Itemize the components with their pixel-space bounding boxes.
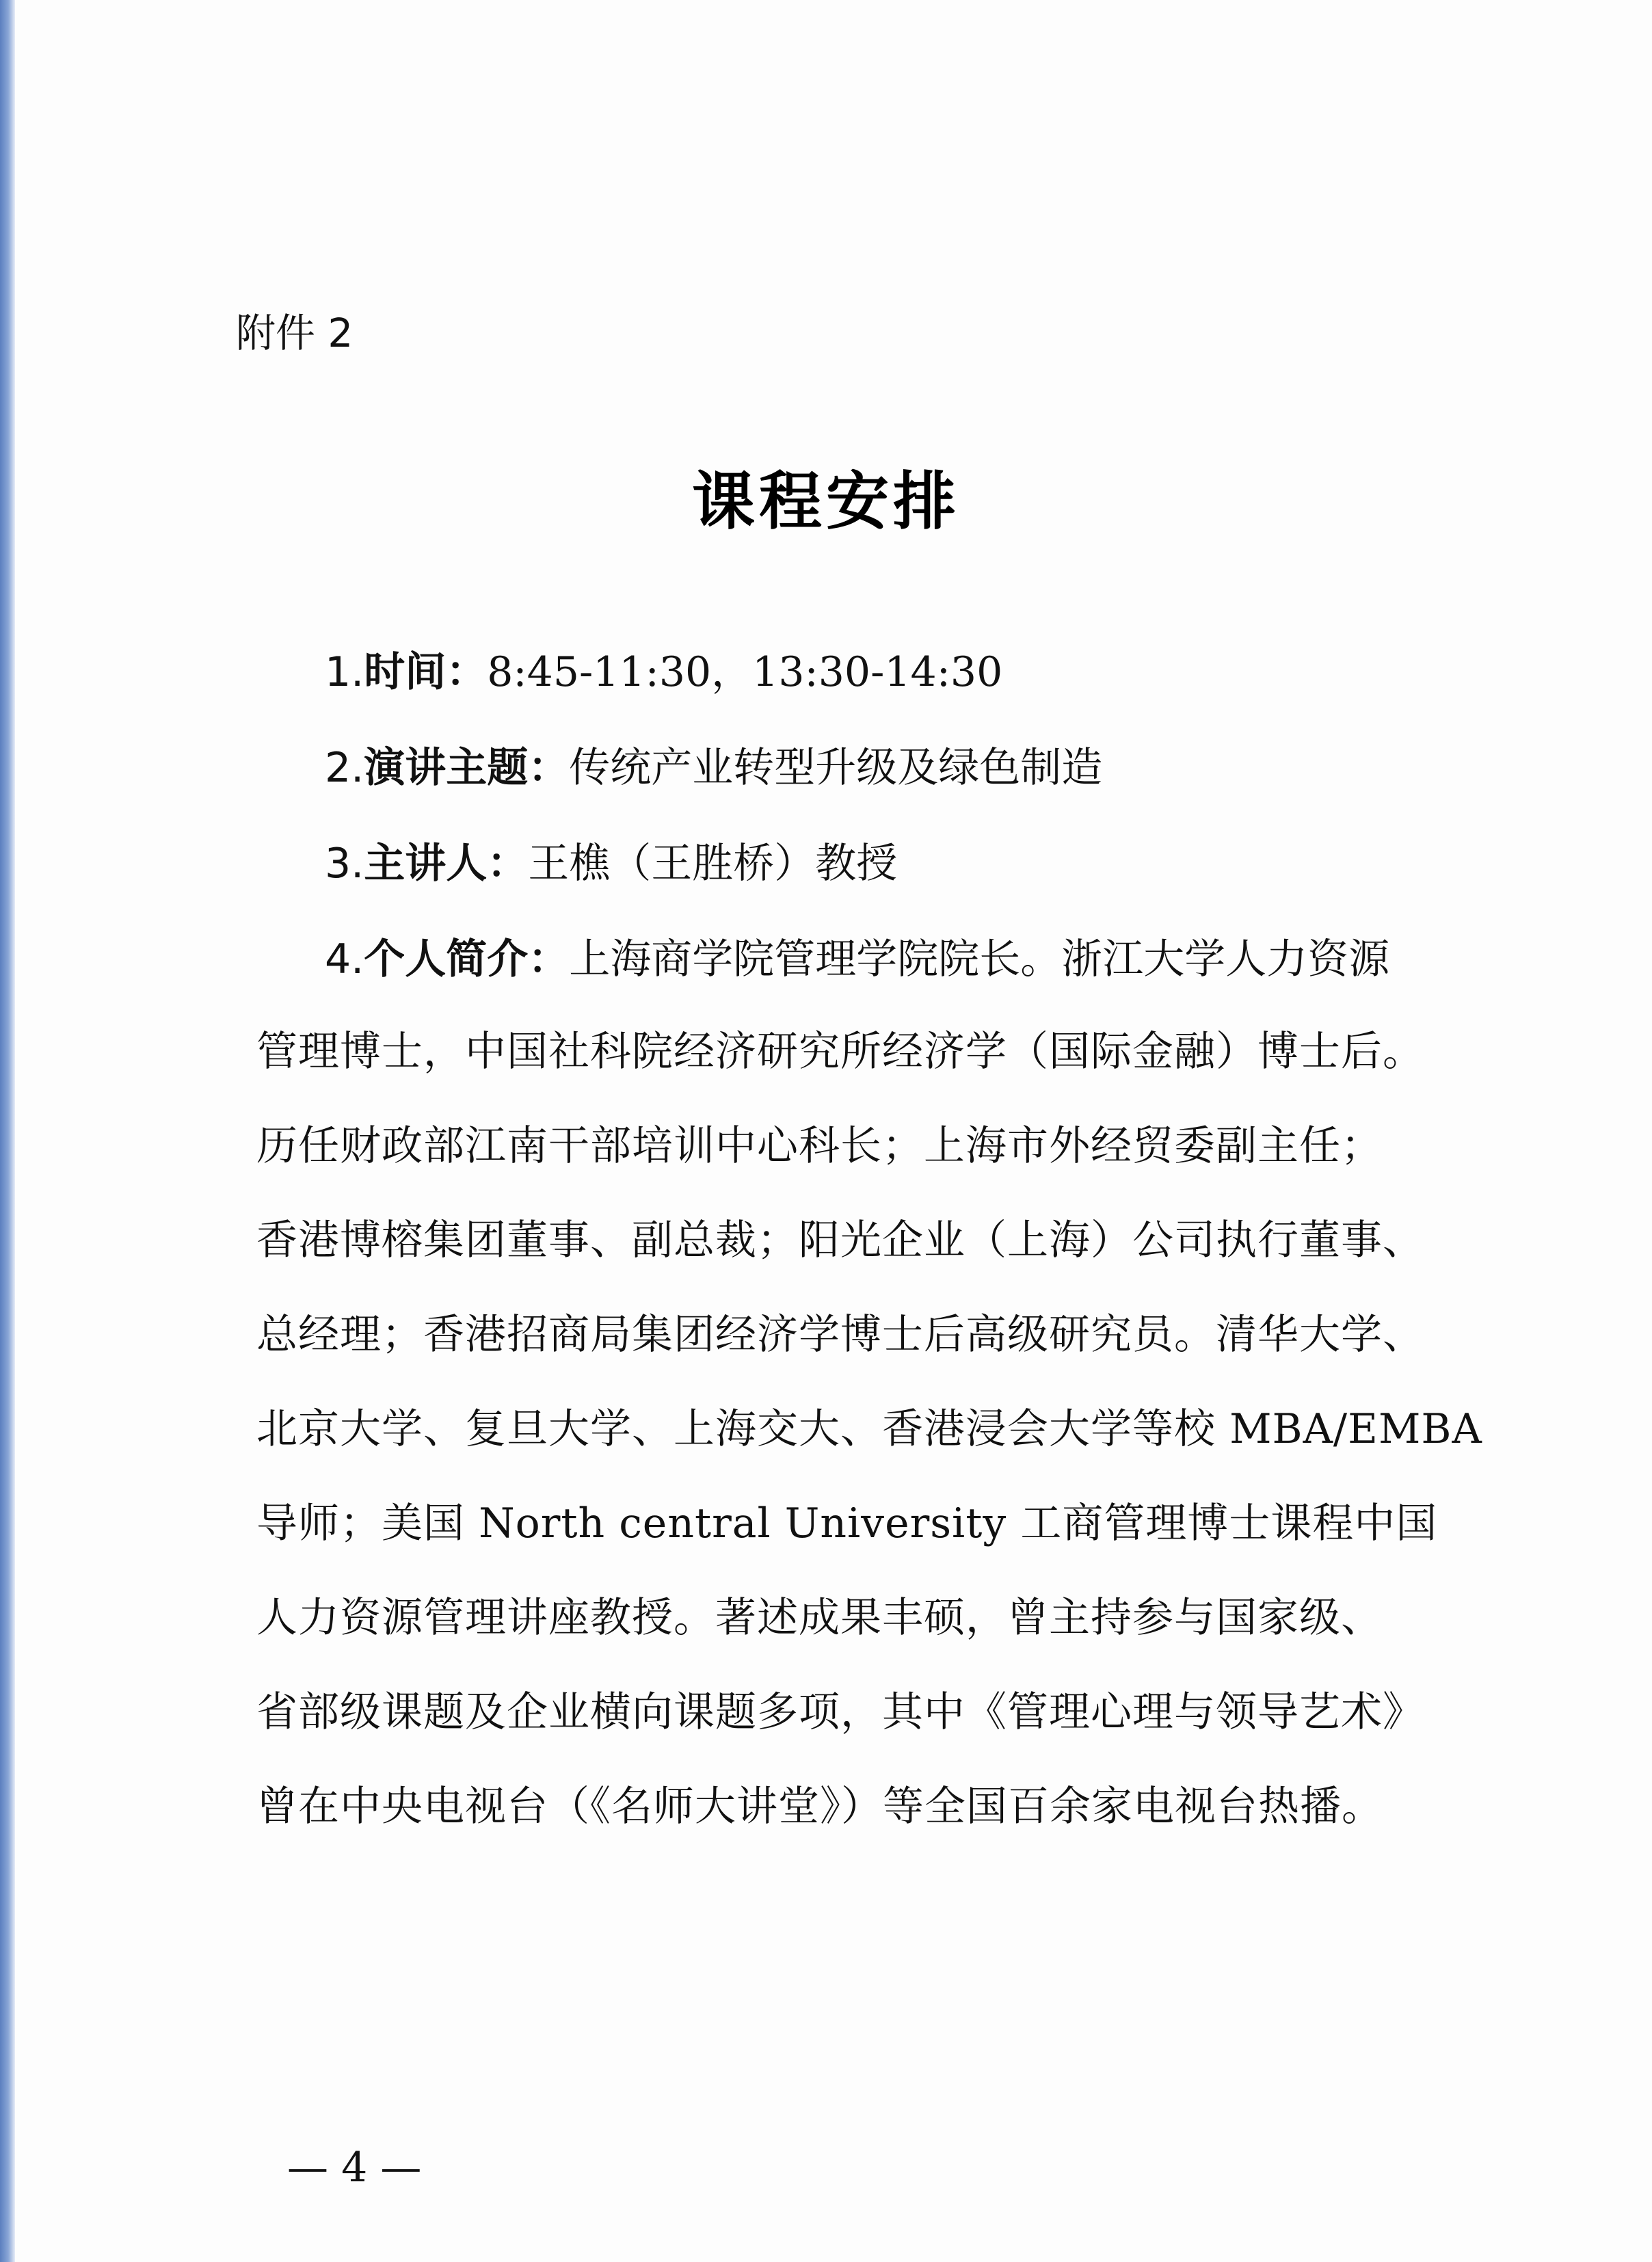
bio-line: 曾在中央电视台（《名师大讲堂》）等全国百余家电视台热播。 (256, 1783, 1383, 1831)
item-speaker (325, 831, 897, 890)
item-label: 个人简介： (364, 935, 570, 983)
item-number: 3. (325, 840, 364, 888)
item-label: 演讲主题： (364, 744, 570, 792)
bio-line: 香港博榕集团董事、副总裁；阳光企业（上海）公司执行董事、 (256, 1216, 1424, 1264)
page-number: — 4 — (287, 2144, 422, 2192)
item-value: 传统产业转型升级及绿色制造 (569, 744, 1103, 792)
attachment-label: 附件 2 (236, 310, 354, 356)
bio-line: 总经理；香港招商局集团经济学博士后高级研究员。清华大学、 (256, 1311, 1424, 1359)
item-number: 4. (325, 935, 364, 983)
scan-edge (0, 0, 15, 2262)
item-value: 上海商学院管理学院院长。浙江大学人力资源 (569, 935, 1390, 983)
item-value: 王樵（王胜桥）教授 (528, 840, 898, 888)
bio-line: 管理博士，中国社科院经济研究所经济学（国际金融）博士后。 (256, 1028, 1424, 1076)
item-number: 2. (325, 744, 364, 792)
item-bio (325, 927, 1389, 985)
item-value: 8:45-11:30，13:30-14:30 (487, 648, 1003, 696)
item-number: 1. (325, 648, 364, 696)
page-title: 课程安排 (691, 464, 960, 538)
bio-line: 历任财政部江南干部培训中心科长；上海市外经贸委副主任； (256, 1122, 1383, 1170)
bio-line: 导师；美国 North central University 工商管理博士课程中国 (256, 1500, 1438, 1547)
bio-line: 人力资源管理讲座教授。著述成果丰硕，曾主持参与国家级、 (256, 1594, 1383, 1642)
item-topic (325, 735, 1102, 794)
item-time (325, 639, 1002, 698)
item-label: 时间： (364, 648, 488, 696)
bio-line: 北京大学、复旦大学、上海交大、香港浸会大学等校 MBA/EMBA (256, 1405, 1482, 1453)
item-label: 主讲人： (364, 840, 529, 888)
bio-line: 省部级课题及企业横向课题多项，其中《管理心理与领导艺术》 (256, 1688, 1424, 1736)
